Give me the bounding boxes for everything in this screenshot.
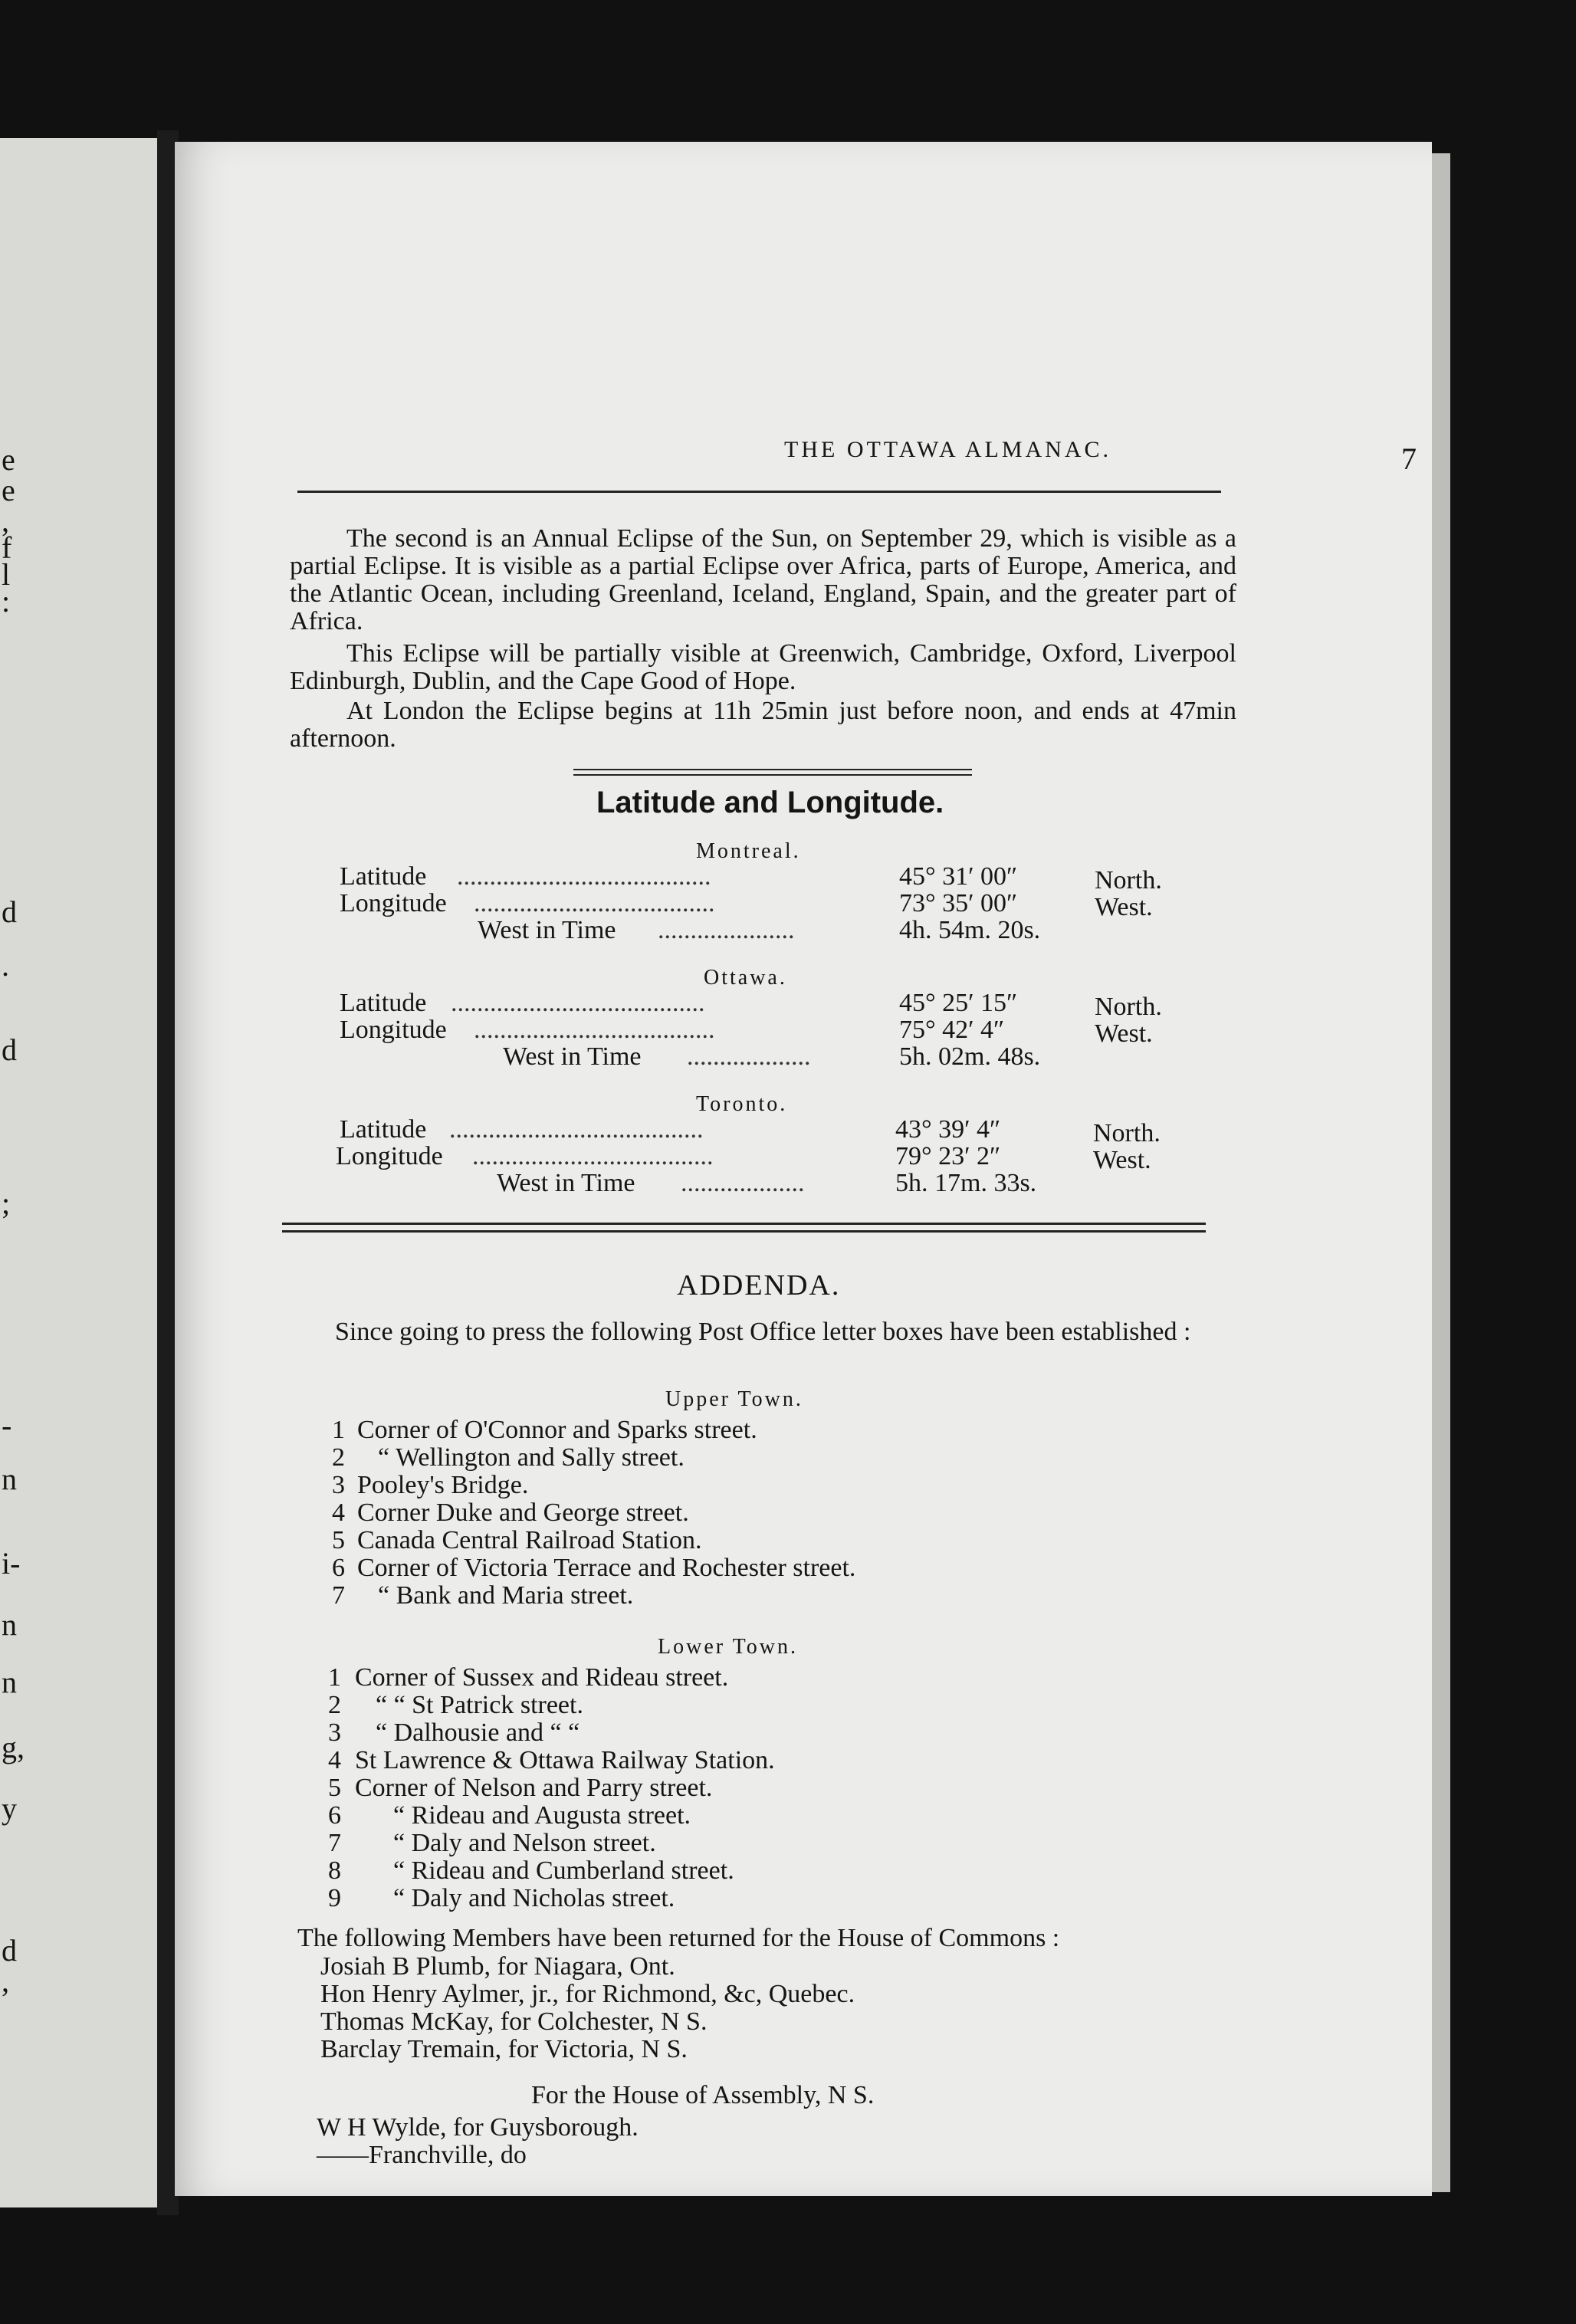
fragment: l bbox=[2, 557, 11, 592]
member-entry: Hon Henry Aylmer, jr., for Richmond, &c, Quebec. bbox=[320, 1980, 855, 2008]
fragment: n bbox=[2, 1665, 17, 1699]
eclipse-paragraph-3: At London the Eclipse begins at 11h 25min just before noon, and ends at 47min afternoon. bbox=[290, 697, 1236, 753]
leader-dots: ....................................... bbox=[449, 1115, 704, 1144]
addenda-intro: Since going to press the following Post Office letter boxes have been established : bbox=[335, 1318, 1191, 1346]
fragment: e bbox=[2, 473, 15, 507]
longitude-label: Longitude bbox=[340, 889, 447, 917]
list-item: Corner of Victoria Terrace and Rochester street. bbox=[357, 1554, 856, 1582]
list-item-number: 6 bbox=[332, 1554, 345, 1582]
leader-dots: ................... bbox=[687, 1042, 811, 1071]
latitude-label: Latitude bbox=[340, 862, 427, 891]
fragment: d bbox=[2, 894, 17, 929]
list-item-number: 1 bbox=[328, 1663, 341, 1692]
list-item-number: 7 bbox=[332, 1581, 345, 1610]
longitude-direction: West. bbox=[1095, 893, 1153, 921]
list-item: St Lawrence & Ottawa Railway Station. bbox=[355, 1746, 775, 1774]
eclipse-paragraph-1: The second is an Annual Eclipse of the Sun, on September 29, which is visible as a partial Eclipse. It is visible as a partial Eclipse over Africa, parts of Europe, America, and the Atlantic Ocean, including Greenland, Iceland, England, Spain, and the greater part of Africa. bbox=[290, 524, 1236, 635]
members-intro: The following Members have been returned for the House of Commons : bbox=[297, 1924, 1060, 1952]
page-number: 7 bbox=[1401, 441, 1417, 476]
section-rule-bottom bbox=[573, 774, 972, 776]
list-item: Corner of O'Connor and Sparks street. bbox=[357, 1416, 757, 1444]
time-label: West in Time bbox=[478, 916, 616, 944]
assembly-intro: For the House of Assembly, N S. bbox=[531, 2081, 875, 2109]
longitude-value: 79° 23′ 2″ bbox=[895, 1142, 1001, 1170]
city-name: Montreal. bbox=[696, 839, 801, 863]
latitude-value: 45° 31′ 00″ bbox=[899, 862, 1018, 891]
assembly-entry: W H Wylde, for Guysborough. bbox=[317, 2113, 639, 2142]
list-item-number: 4 bbox=[328, 1746, 341, 1774]
list-item: “ Bank and Maria street. bbox=[378, 1581, 634, 1610]
list-item: Pooley's Bridge. bbox=[357, 1471, 529, 1499]
list-item-number: 3 bbox=[328, 1718, 341, 1747]
latitude-direction: North. bbox=[1095, 993, 1162, 1021]
list-item: “ Rideau and Augusta street. bbox=[393, 1801, 691, 1830]
leader-dots: ..................................... bbox=[472, 1142, 714, 1170]
fragment: d bbox=[2, 1933, 17, 1968]
member-entry: Josiah B Plumb, for Niagara, Ont. bbox=[320, 1952, 675, 1981]
latitude-value: 45° 25′ 15″ bbox=[899, 989, 1018, 1017]
upper-town-title: Upper Town. bbox=[665, 1387, 803, 1411]
fragment: , bbox=[2, 504, 9, 538]
list-item-number: 1 bbox=[332, 1416, 345, 1444]
longitude-label: Longitude bbox=[340, 1016, 447, 1044]
eclipse-paragraph-2: This Eclipse will be partially visible at Greenwich, Cambridge, Oxford, Liverpool Edinburgh, Dublin, and the Cape Good of Hope. bbox=[290, 639, 1236, 695]
latitude-direction: North. bbox=[1093, 1119, 1161, 1147]
lower-town-title: Lower Town. bbox=[658, 1635, 798, 1659]
list-item-number: 2 bbox=[328, 1691, 341, 1719]
list-item: “ Daly and Nelson street. bbox=[393, 1829, 656, 1857]
addenda-title: ADDENDA. bbox=[677, 1269, 841, 1302]
leader-dots: ..................................... bbox=[474, 1016, 715, 1044]
time-label: West in Time bbox=[497, 1169, 635, 1197]
leader-dots: ....................................... bbox=[457, 862, 711, 891]
previous-page-edge bbox=[0, 138, 161, 2207]
fragment: d bbox=[2, 1032, 17, 1067]
time-value: 5h. 17m. 33s. bbox=[895, 1169, 1037, 1197]
latlong-title: Latitude and Longitude. bbox=[596, 786, 944, 819]
longitude-value: 73° 35′ 00″ bbox=[899, 889, 1018, 917]
running-header: THE OTTAWA ALMANAC. bbox=[784, 437, 1112, 462]
list-item: “ Daly and Nicholas street. bbox=[393, 1884, 675, 1912]
leader-dots: ................... bbox=[681, 1169, 805, 1197]
list-item: “ Rideau and Cumberland street. bbox=[393, 1856, 734, 1885]
previous-page-text-fragments bbox=[0, 138, 23, 2207]
list-item-number: 7 bbox=[328, 1829, 341, 1857]
header-rule bbox=[297, 491, 1221, 493]
list-item: “ “ St Patrick street. bbox=[376, 1691, 583, 1719]
member-entry: Thomas McKay, for Colchester, N S. bbox=[320, 2007, 708, 2036]
list-item-number: 8 bbox=[328, 1856, 341, 1885]
latitude-direction: North. bbox=[1095, 866, 1162, 894]
list-item-number: 9 bbox=[328, 1884, 341, 1912]
longitude-direction: West. bbox=[1093, 1146, 1151, 1174]
list-item-number: 6 bbox=[328, 1801, 341, 1830]
fragment: n bbox=[2, 1462, 17, 1496]
list-item: “ Wellington and Sally street. bbox=[378, 1443, 685, 1472]
list-item: Corner of Sussex and Rideau street. bbox=[355, 1663, 729, 1692]
city-name: Toronto. bbox=[696, 1092, 788, 1116]
double-rule-top bbox=[282, 1223, 1206, 1225]
double-rule-bottom bbox=[282, 1230, 1206, 1233]
assembly-entry: ——Franchville, do bbox=[317, 2141, 527, 2169]
time-label: West in Time bbox=[503, 1042, 642, 1071]
list-item: “ Dalhousie and “ “ bbox=[376, 1718, 580, 1747]
leader-dots: ..................................... bbox=[474, 889, 715, 917]
fragment: . bbox=[2, 948, 9, 983]
section-rule-top bbox=[573, 769, 972, 770]
leader-dots: ....................................... bbox=[451, 989, 705, 1017]
list-item: Canada Central Railroad Station. bbox=[357, 1526, 702, 1554]
fragment: g, bbox=[2, 1730, 25, 1764]
latitude-label: Latitude bbox=[340, 1115, 427, 1144]
list-item-number: 2 bbox=[332, 1443, 345, 1472]
fragment: n bbox=[2, 1607, 17, 1642]
longitude-label: Longitude bbox=[336, 1142, 443, 1170]
city-name: Ottawa. bbox=[704, 966, 787, 990]
leader-dots: ..................... bbox=[658, 916, 795, 944]
list-item-number: 4 bbox=[332, 1498, 345, 1527]
list-item: Corner of Nelson and Parry street. bbox=[355, 1774, 713, 1802]
almanac-page bbox=[175, 142, 1432, 2196]
fragment: ; bbox=[2, 1186, 11, 1220]
longitude-value: 75° 42′ 4″ bbox=[899, 1016, 1005, 1044]
fragment: , bbox=[2, 1964, 9, 1998]
fragment: y bbox=[2, 1791, 17, 1826]
time-value: 5h. 02m. 48s. bbox=[899, 1042, 1041, 1071]
list-item-number: 5 bbox=[332, 1526, 345, 1554]
fragment: i- bbox=[2, 1546, 21, 1581]
longitude-direction: West. bbox=[1095, 1019, 1153, 1048]
fragment: - bbox=[2, 1408, 12, 1443]
latitude-value: 43° 39′ 4″ bbox=[895, 1115, 1001, 1144]
member-entry: Barclay Tremain, for Victoria, N S. bbox=[320, 2035, 688, 2063]
list-item-number: 3 bbox=[332, 1471, 345, 1499]
fragment: f bbox=[2, 530, 12, 565]
list-item: Corner Duke and George street. bbox=[357, 1498, 689, 1527]
list-item-number: 5 bbox=[328, 1774, 341, 1802]
fragment: e bbox=[2, 442, 15, 477]
time-value: 4h. 54m. 20s. bbox=[899, 916, 1041, 944]
fragment: : bbox=[2, 584, 11, 619]
latitude-label: Latitude bbox=[340, 989, 427, 1017]
